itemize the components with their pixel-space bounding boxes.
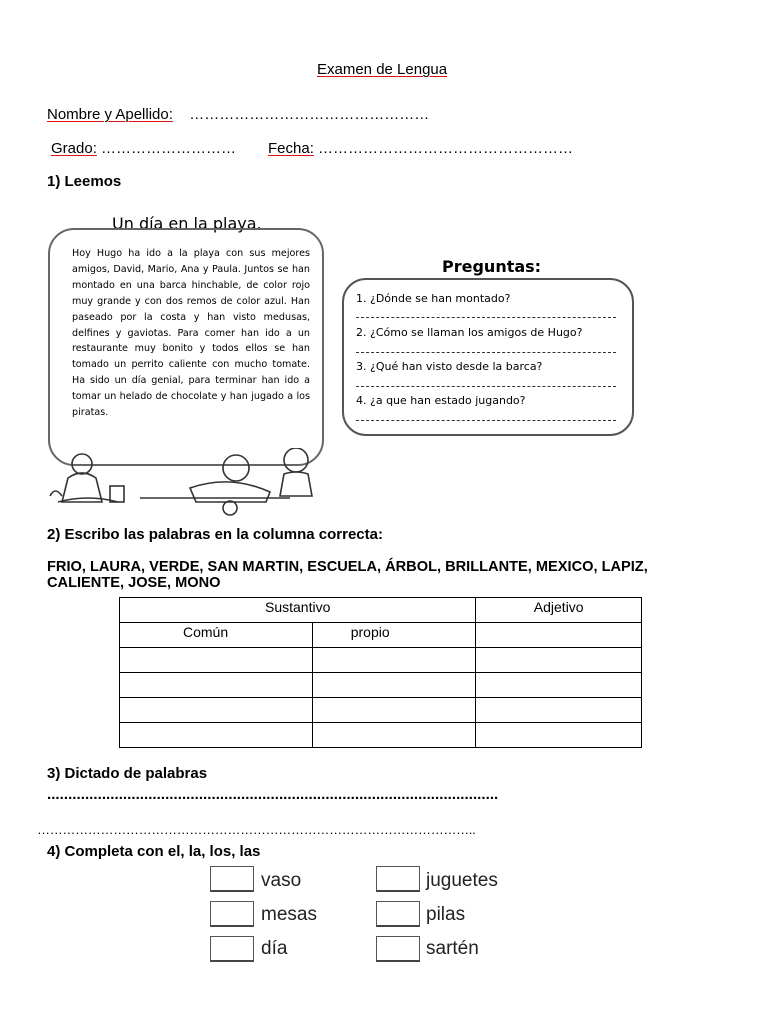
article-box[interactable]: [376, 866, 420, 892]
kid-body: [280, 472, 312, 496]
subheader-comun: Común: [120, 623, 313, 648]
article-box[interactable]: [210, 901, 254, 927]
table-cell[interactable]: [312, 698, 476, 723]
dictation-line-1[interactable]: ...........................................................................................................: [47, 786, 499, 803]
name-dots: …………………………………………: [189, 106, 430, 123]
table-row: [120, 698, 642, 723]
kids-illustration: [40, 448, 340, 518]
article-box[interactable]: [376, 901, 420, 927]
table-cell[interactable]: [312, 648, 476, 673]
empty-cell[interactable]: [476, 623, 642, 648]
question-2: 2. ¿Cómo se llaman los amigos de Hugo?: [356, 326, 583, 339]
boy-head: [223, 455, 249, 481]
date-dots: ……………………………………………: [318, 140, 574, 157]
table-cell[interactable]: [120, 698, 313, 723]
answer-line-1[interactable]: [356, 317, 616, 318]
header-adjetivo: Adjetivo: [476, 598, 642, 623]
word-sarten: sartén: [426, 938, 479, 959]
header-sustantivo: Sustantivo: [120, 598, 476, 623]
classification-table: [119, 597, 642, 748]
lying-boy: [190, 482, 270, 502]
wheel: [223, 501, 237, 515]
question-1: 1. ¿Dónde se han montado?: [356, 292, 511, 305]
table-cell[interactable]: [120, 648, 313, 673]
question-4: 4. ¿a que han estado jugando?: [356, 394, 526, 407]
bucket: [110, 486, 124, 502]
table-row: [120, 723, 642, 748]
answer-line-2[interactable]: [356, 352, 616, 353]
answer-line-4[interactable]: [356, 420, 616, 421]
table-cell[interactable]: [476, 723, 642, 748]
answer-line-3[interactable]: [356, 386, 616, 387]
table-cell[interactable]: [312, 673, 476, 698]
article-box[interactable]: [210, 936, 254, 962]
section4-heading: 4) Completa con el, la, los, las: [47, 843, 261, 860]
section1-heading: 1) Leemos: [47, 173, 122, 190]
word-pilas: pilas: [426, 904, 466, 925]
word-list-line-1: FRIO, LAURA, VERDE, SAN MARTIN, ESCUELA, ÁRBOL, BRILLANTE, MEXICO, LAPIZ,: [47, 559, 648, 575]
table-cell[interactable]: [120, 723, 313, 748]
table-cell[interactable]: [120, 673, 313, 698]
questions-title: Preguntas:: [442, 257, 542, 276]
question-3: 3. ¿Qué han visto desde la barca?: [356, 360, 543, 373]
grade-field: [51, 140, 236, 157]
table-cell[interactable]: [476, 648, 642, 673]
article-box[interactable]: [376, 936, 420, 962]
subheader-propio: propio: [312, 623, 476, 648]
name-label: Nombre y Apellido:: [47, 106, 173, 123]
word-list-line-2: CALIENTE, JOSE, MONO: [47, 575, 221, 591]
table-row: [120, 673, 642, 698]
table-cell[interactable]: [476, 698, 642, 723]
girl-head: [72, 454, 92, 474]
table-cell[interactable]: [476, 673, 642, 698]
story-text: Hoy Hugo ha ido a la playa con sus mejores amigos, David, Mario, Ana y Paula. Juntos se han montado en una barca hinchable, de color rojo muy grande y con dos remos de color azul. Han paseado por la costa y han visto medusas, delfines y gaviotas. Para comer han ido a un restaurante muy bonito y todos ellos se han tomado un perrito caliente con mucho tomate. Ha sido un día genial, para terminar han ido a tomar un helado de chocolate y han jugado a los piratas.: [72, 248, 310, 419]
word-dia: día: [261, 938, 288, 959]
section2-heading: 2) Escribo las palabras en la columna correcta:: [47, 526, 383, 543]
article-box[interactable]: [210, 866, 254, 892]
table-row: [120, 648, 642, 673]
table-cell[interactable]: [312, 723, 476, 748]
grade-label: Grado:: [51, 140, 97, 157]
word-mesas: mesas: [261, 904, 317, 925]
word-juguetes: juguetes: [426, 870, 498, 891]
story-title: Un día en la playa.: [112, 214, 262, 233]
page-title: Examen de Lengua: [317, 61, 448, 78]
name-field: [47, 106, 429, 123]
section3-heading: 3) Dictado de palabras: [47, 765, 208, 782]
date-field: [268, 140, 573, 157]
dictation-line-2[interactable]: …………………………………………………………………………………………..: [37, 822, 476, 837]
kid-head: [284, 448, 308, 472]
date-label: Fecha:: [268, 140, 314, 157]
word-vaso: vaso: [261, 870, 302, 891]
grade-dots: ………………………: [101, 140, 237, 157]
